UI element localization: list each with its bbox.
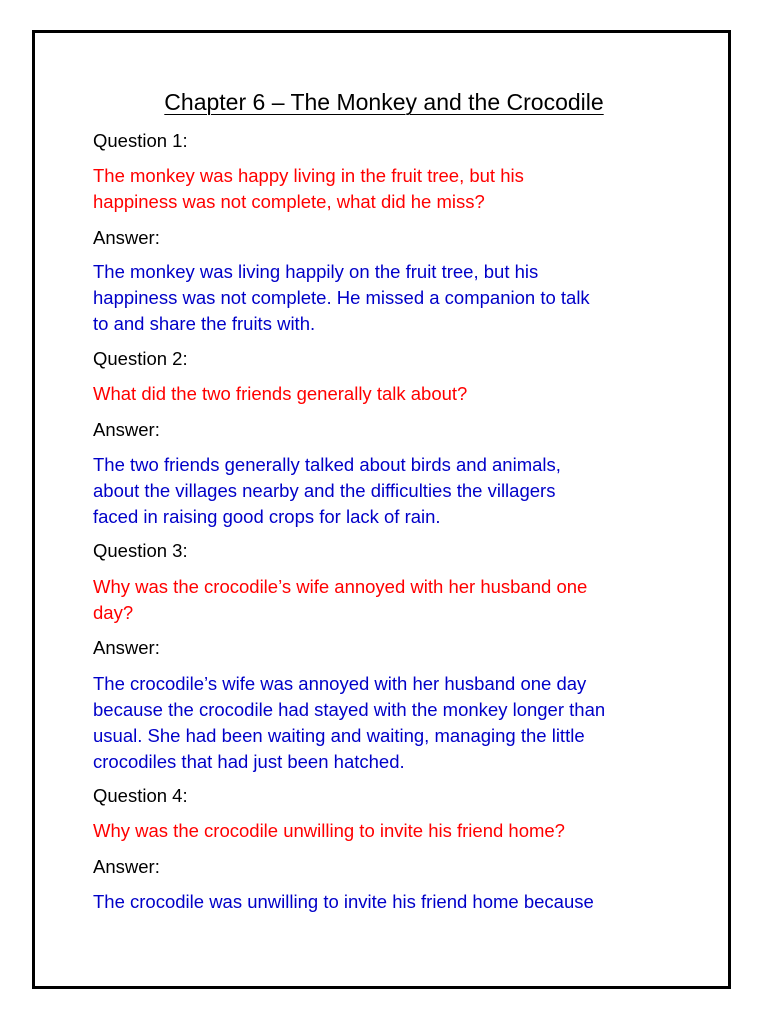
answer-3-line-2: because the crocodile had stayed with the monkey longer than — [93, 699, 606, 720]
question-2-text — [93, 381, 693, 407]
answer-3-text — [93, 671, 693, 775]
question-4-label: Question 4: — [93, 785, 188, 806]
question-2-line-1: What did the two friends generally talk about? — [93, 383, 468, 404]
question-1-line-1: The monkey was happy living in the fruit tree, but his — [93, 165, 524, 186]
answer-2-text — [93, 452, 693, 530]
answer-4-text — [93, 889, 693, 915]
answer-2-line-1: The two friends generally talked about birds and animals, — [93, 454, 561, 475]
answer-3-line-3: usual. She had been waiting and waiting, managing the little — [93, 725, 585, 746]
question-2-label: Question 2: — [93, 348, 188, 369]
question-1-label: Question 1: — [93, 130, 188, 151]
answer-4-line-1: The crocodile was unwilling to invite his friend home because — [93, 891, 594, 912]
question-4-line-1: Why was the crocodile unwilling to invite his friend home? — [93, 820, 565, 841]
answer-3-line-1: The crocodile’s wife was annoyed with her husband one day — [93, 673, 587, 694]
question-4-text — [93, 818, 693, 844]
answer-1-line-3: to and share the fruits with. — [93, 313, 316, 334]
question-3-line-2: day? — [93, 602, 134, 623]
answer-1-line-2: happiness was not complete. He missed a companion to talk — [93, 287, 590, 308]
answer-2-line-3: faced in raising good crops for lack of rain. — [93, 506, 441, 527]
answer-3-line-4: crocodiles that had just been hatched. — [93, 751, 405, 772]
answer-2-line-2: about the villages nearby and the difficulties the villagers — [93, 480, 556, 501]
question-1-line-2: happiness was not complete, what did he miss? — [93, 191, 485, 212]
answer-1-line-1: The monkey was living happily on the fruit tree, but his — [93, 261, 539, 282]
answer-1-text — [93, 259, 693, 337]
answer-2-label: Answer: — [93, 419, 160, 440]
answer-3-label: Answer: — [93, 637, 160, 658]
page-title: Chapter 6 – The Monkey and the Crocodile — [164, 89, 604, 115]
question-1-text — [93, 163, 693, 215]
question-3-line-1: Why was the crocodile’s wife annoyed with her husband one — [93, 576, 588, 597]
question-3-label: Question 3: — [93, 540, 188, 561]
answer-1-label: Answer: — [93, 227, 160, 248]
question-3-text — [93, 574, 693, 626]
answer-4-label: Answer: — [93, 856, 160, 877]
